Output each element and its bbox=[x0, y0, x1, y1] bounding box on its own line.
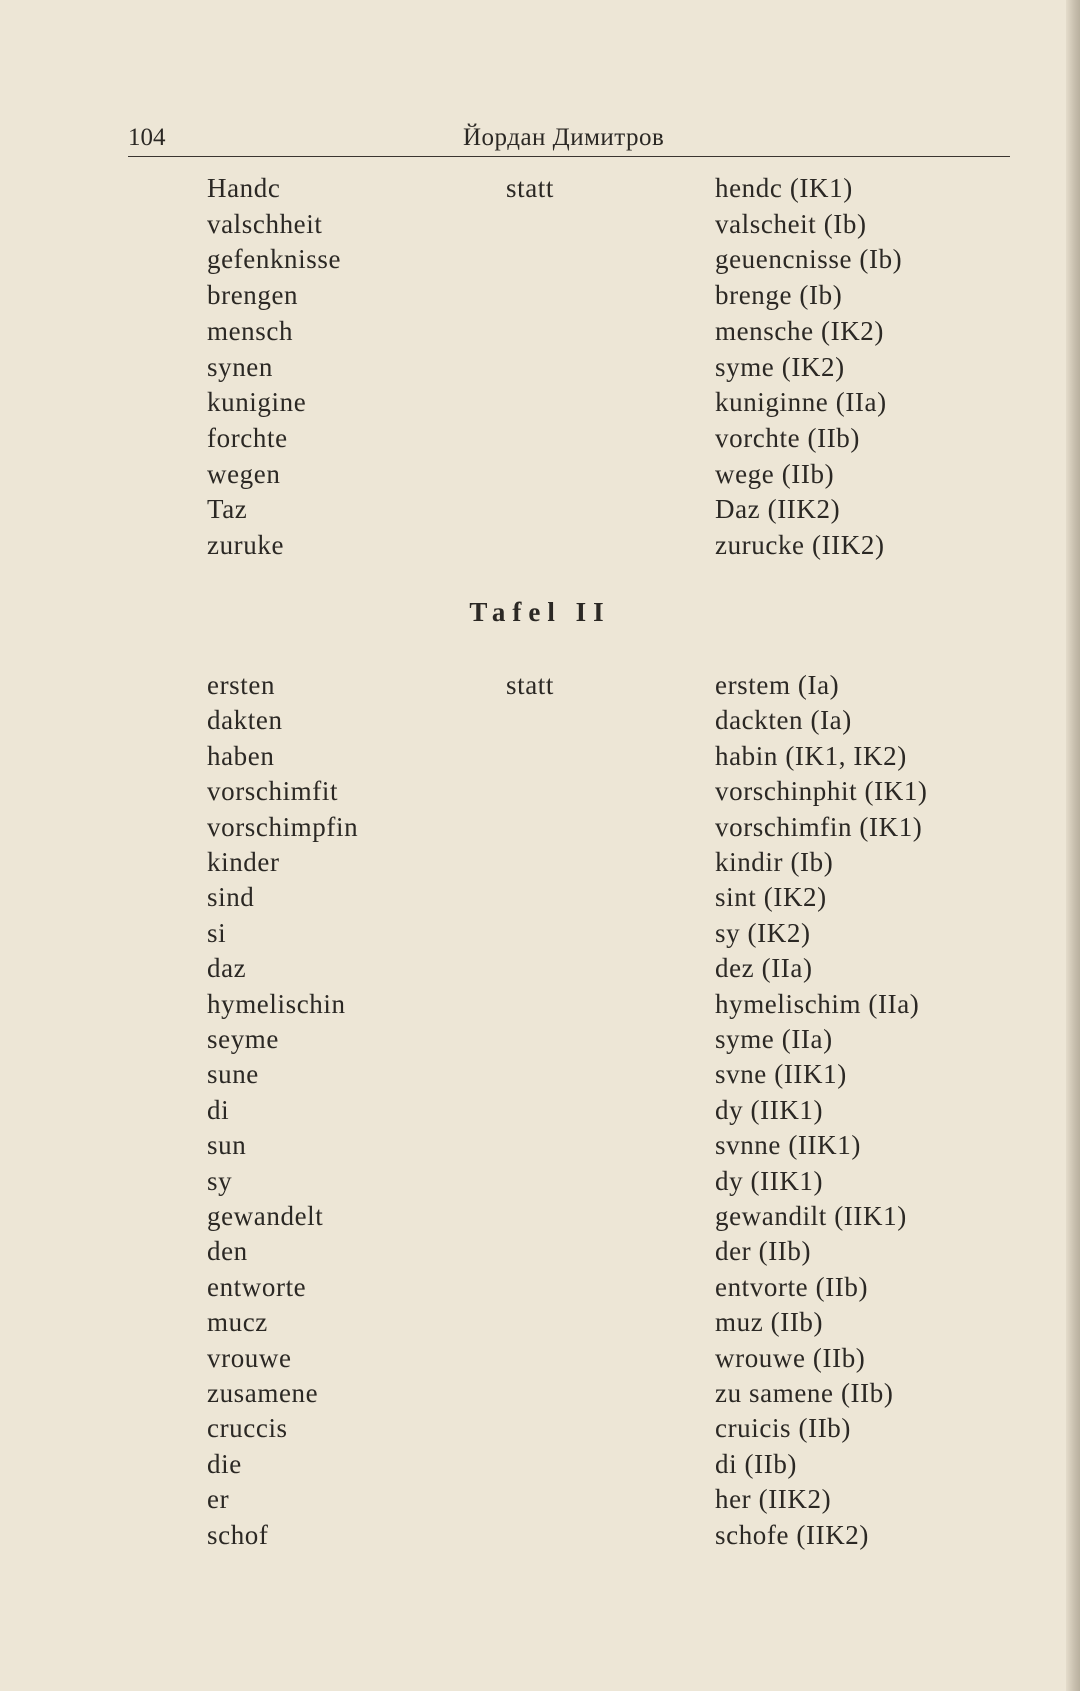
table-row bbox=[0, 915, 1080, 951]
original-word: kunigine bbox=[207, 387, 307, 418]
table-row bbox=[0, 986, 1080, 1022]
statt-label: statt bbox=[506, 173, 554, 203]
table-row bbox=[0, 738, 1080, 774]
corrected-word: habin (IK1, IK2) bbox=[715, 740, 907, 771]
table-row bbox=[0, 206, 1080, 242]
page-number: 104 bbox=[128, 124, 166, 151]
corrected-word: sy (IK2) bbox=[715, 917, 811, 948]
original-word: Handc bbox=[207, 173, 281, 203]
corrected-word: kuniginne (IIa) bbox=[715, 387, 887, 418]
corrected-word: vorchte (IIb) bbox=[715, 422, 860, 453]
original-word: zusamene bbox=[207, 1378, 319, 1408]
original-word: schof bbox=[207, 1519, 269, 1550]
running-title: Йордан Димитров bbox=[463, 124, 665, 151]
original-word: er bbox=[207, 1484, 230, 1515]
original-word: hymelischin bbox=[207, 988, 346, 1019]
corrected-word: wrouwe (IIb) bbox=[715, 1342, 866, 1373]
section-heading: Tafel II bbox=[469, 597, 611, 627]
corrected-word: dy (IIK1) bbox=[715, 1165, 824, 1196]
corrected-word: mensche (IK2) bbox=[715, 315, 884, 346]
table-row bbox=[0, 1304, 1080, 1340]
table-row bbox=[0, 809, 1080, 845]
corrected-word: di (IIb) bbox=[715, 1448, 798, 1479]
corrected-word: sint (IK2) bbox=[715, 882, 827, 913]
table-row bbox=[0, 1198, 1080, 1234]
table-row bbox=[0, 1092, 1080, 1128]
original-word: valschheit bbox=[207, 208, 323, 239]
table-row bbox=[0, 1446, 1080, 1482]
original-word: forchte bbox=[207, 422, 288, 453]
original-word: dakten bbox=[207, 705, 283, 736]
corrected-word: kindir (Ib) bbox=[715, 847, 834, 877]
corrected-word: zu samene (IIb) bbox=[715, 1378, 894, 1408]
corrected-word: vorschinphit (IK1) bbox=[715, 776, 928, 807]
corrected-word: der (IIb) bbox=[715, 1236, 812, 1267]
original-word: die bbox=[207, 1448, 242, 1479]
table-row bbox=[0, 1127, 1080, 1163]
original-word: vorschimfit bbox=[207, 776, 339, 807]
original-word: sy bbox=[207, 1165, 233, 1196]
original-word: gewandelt bbox=[207, 1201, 324, 1231]
corrected-word: valscheit (Ib) bbox=[715, 208, 867, 239]
table-row bbox=[0, 1410, 1080, 1446]
original-word: ersten bbox=[207, 670, 276, 700]
corrected-word: wege (IIb) bbox=[715, 458, 835, 489]
corrected-word: her (IIK2) bbox=[715, 1484, 832, 1515]
original-word: synen bbox=[207, 351, 273, 382]
original-word: si bbox=[207, 917, 227, 948]
corrected-word: gewandilt (IIK1) bbox=[715, 1201, 907, 1231]
original-word: di bbox=[207, 1094, 230, 1125]
corrected-word: dez (IIa) bbox=[715, 953, 813, 984]
corrected-word: syme (IK2) bbox=[715, 351, 845, 382]
corrected-word: hymelischim (IIa) bbox=[715, 988, 920, 1019]
statt-label: statt bbox=[506, 670, 554, 700]
table-row bbox=[0, 879, 1080, 915]
table-row bbox=[0, 1340, 1080, 1376]
table-row bbox=[0, 241, 1080, 277]
original-word: entworte bbox=[207, 1271, 307, 1302]
original-word: brengen bbox=[207, 280, 299, 311]
table-row bbox=[0, 1481, 1080, 1517]
table-row bbox=[0, 313, 1080, 349]
corrected-word: vorschimfin (IK1) bbox=[715, 811, 923, 842]
corrected-word: brenge (Ib) bbox=[715, 280, 843, 311]
table-row bbox=[0, 1163, 1080, 1199]
original-word: sune bbox=[207, 1059, 259, 1090]
corrected-word: muz (IIb) bbox=[715, 1307, 824, 1338]
running-head bbox=[128, 120, 1010, 157]
table-row bbox=[0, 950, 1080, 986]
table-row bbox=[0, 1375, 1080, 1411]
original-word: wegen bbox=[207, 458, 281, 489]
original-word: cruccis bbox=[207, 1413, 288, 1444]
table-row bbox=[0, 1021, 1080, 1057]
table-row bbox=[0, 1517, 1080, 1553]
corrected-word: erstem (Ia) bbox=[715, 670, 840, 700]
original-word: haben bbox=[207, 740, 275, 771]
original-word: sun bbox=[207, 1130, 247, 1161]
corrected-word: schofe (IIK2) bbox=[715, 1519, 869, 1550]
corrected-word: cruicis (IIb) bbox=[715, 1413, 851, 1444]
original-word: daz bbox=[207, 953, 247, 984]
original-word: vorschimpfin bbox=[207, 811, 359, 842]
original-word: seyme bbox=[207, 1024, 279, 1054]
corrected-word: hendc (IK1) bbox=[715, 173, 853, 203]
original-word: vrouwe bbox=[207, 1342, 292, 1373]
table-row bbox=[0, 773, 1080, 809]
corrected-word: geuencnisse (Ib) bbox=[715, 244, 903, 275]
table-row bbox=[0, 844, 1080, 880]
original-word: den bbox=[207, 1236, 248, 1267]
original-word: zuruke bbox=[207, 530, 285, 560]
corrected-word: svne (IIK1) bbox=[715, 1059, 847, 1090]
table-row bbox=[0, 456, 1080, 492]
table-row bbox=[0, 527, 1080, 563]
corrected-word: Daz (IIK2) bbox=[715, 494, 841, 525]
table-row bbox=[0, 384, 1080, 420]
table-row bbox=[0, 491, 1080, 527]
table-row bbox=[0, 667, 1080, 703]
original-word: gefenknisse bbox=[207, 244, 342, 275]
original-word: kinder bbox=[207, 847, 280, 877]
table-row bbox=[0, 420, 1080, 456]
corrected-word: zurucke (IIK2) bbox=[715, 530, 885, 560]
original-word: mensch bbox=[207, 315, 294, 346]
table-row bbox=[0, 1269, 1080, 1305]
corrected-word: dy (IIK1) bbox=[715, 1094, 824, 1125]
original-word: mucz bbox=[207, 1307, 268, 1338]
original-word: Taz bbox=[207, 494, 248, 525]
table-row bbox=[0, 170, 1080, 206]
corrected-word: syme (IIa) bbox=[715, 1024, 833, 1054]
table-row bbox=[0, 349, 1080, 385]
table-row bbox=[0, 1233, 1080, 1269]
table-row bbox=[0, 277, 1080, 313]
corrected-word: entvorte (IIb) bbox=[715, 1271, 869, 1302]
corrected-word: dackten (Ia) bbox=[715, 705, 852, 736]
table-row bbox=[0, 702, 1080, 738]
corrected-word: svnne (IIK1) bbox=[715, 1130, 861, 1161]
table-row bbox=[0, 1056, 1080, 1092]
original-word: sind bbox=[207, 882, 255, 913]
